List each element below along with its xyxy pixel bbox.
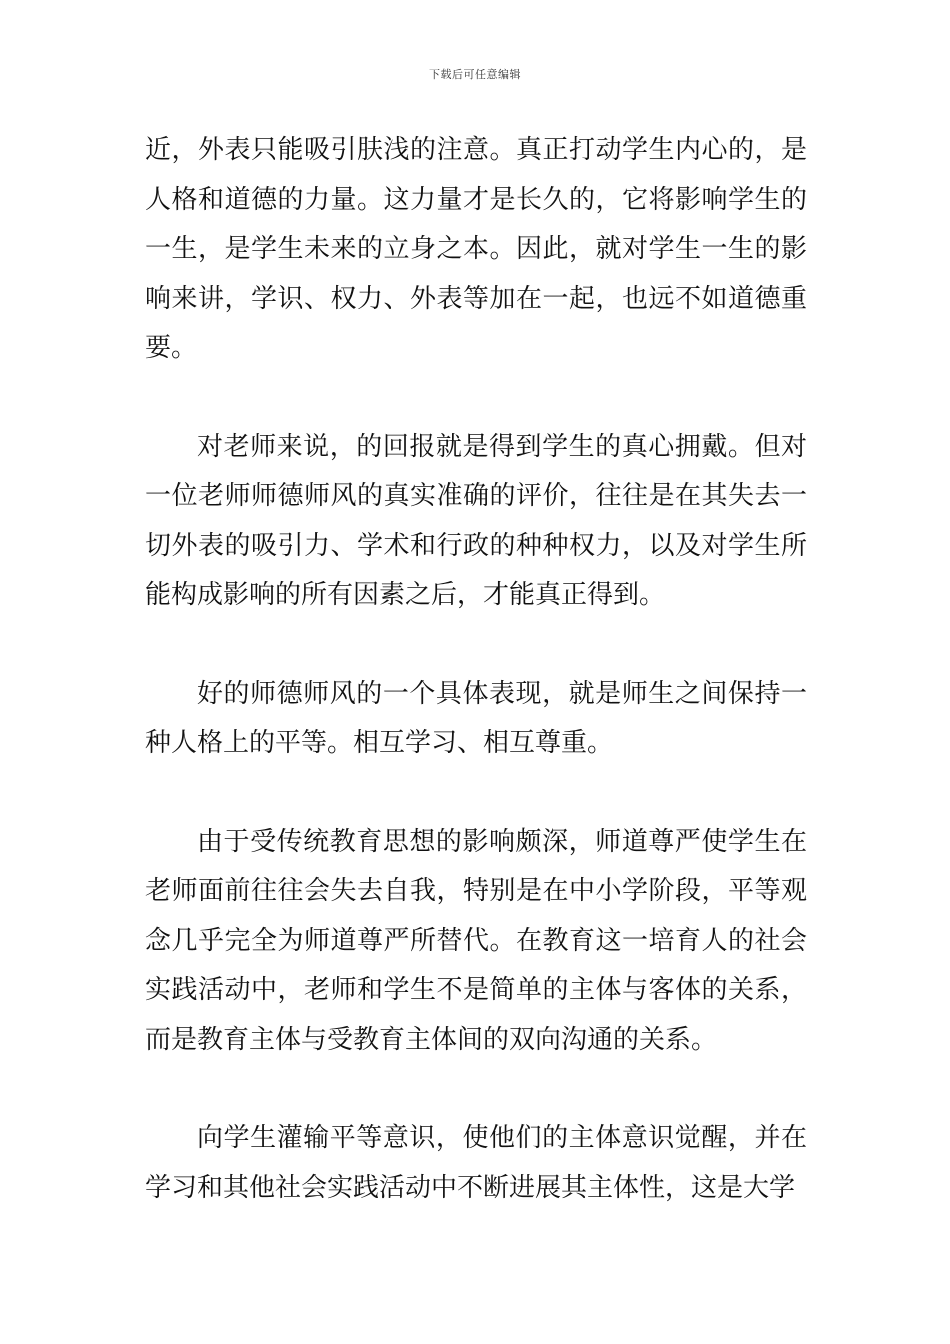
paragraph: 近，外表只能吸引肤浅的注意。真正打动学生内心的，是人格和道德的力量。这力量才是长久的，它将影响学生的一生，是学生未来的立身之本。因此，就对学生一生的影响来讲，学识、权力、外表等加在一起，也远不如道德重要。 <box>145 135 807 363</box>
paragraph: 对老师来说，的回报就是得到学生的真心拥戴。但对一位老师师德师风的真实准确的评价，往往是在其失去一切外表的吸引力、学术和行政的种种权力，以及对学生所能构成影响的所有因素之后，才能真正得到。 <box>145 431 807 610</box>
header-note: 下载后可任意编辑 <box>429 68 521 81</box>
paragraph: 好的师德师风的一个具体表现，就是师生之间保持一种人格上的平等。相互学习、相互尊重。 <box>145 678 807 758</box>
document-body <box>145 126 807 1213</box>
paragraph: 向学生灌输平等意识，使他们的主体意识觉醒，并在学习和其他社会实践活动中不断进展其主体性，这是大学 <box>145 1123 807 1203</box>
paragraph: 由于受传统教育思想的影响颇深，师道尊严使学生在老师面前往往会失去自我，特别是在中小学阶段，平等观念几乎完全为师道尊严所替代。在教育这一培育人的社会实践活动中，老师和学生不是简单的主体与客体的关系，而是教育主体与受教育主体间的双向沟通的关系。 <box>145 826 807 1055</box>
